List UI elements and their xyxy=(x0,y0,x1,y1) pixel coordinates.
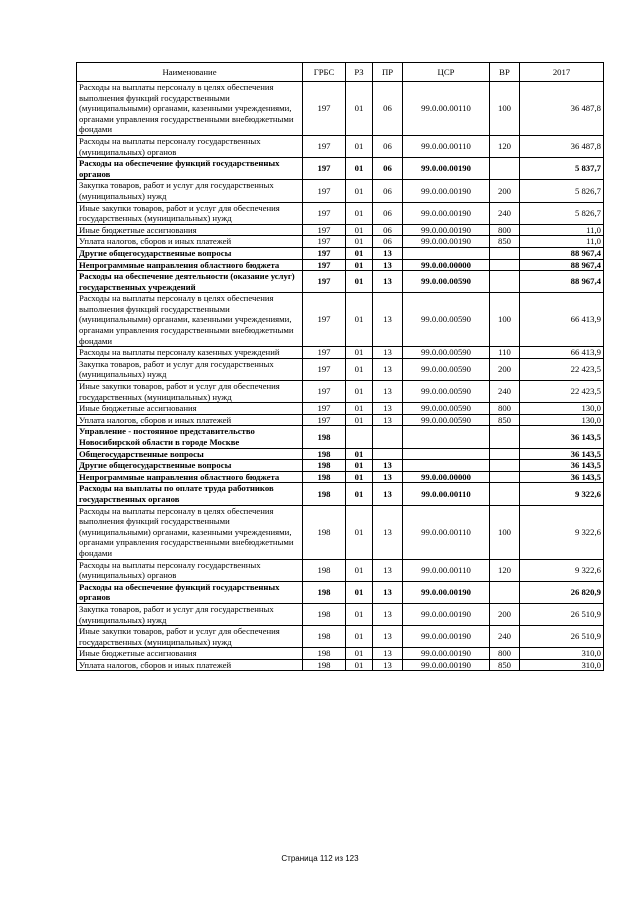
cell-pr: 06 xyxy=(373,135,403,157)
cell-pr: 13 xyxy=(373,247,403,259)
cell-amount: 36 487,8 xyxy=(520,135,604,157)
cell-grbs: 198 xyxy=(303,581,346,603)
cell-grbs: 197 xyxy=(303,403,346,415)
cell-grbs: 197 xyxy=(303,224,346,236)
cell-vr xyxy=(490,158,520,180)
cell-name: Закупка товаров, работ и услуг для государственных (муниципальных) нужд xyxy=(77,358,303,380)
cell-csr: 99.0.00.00190 xyxy=(403,581,490,603)
cell-csr: 99.0.00.00590 xyxy=(403,293,490,347)
cell-vr: 800 xyxy=(490,403,520,415)
cell-pr: 13 xyxy=(373,358,403,380)
cell-amount: 26 510,9 xyxy=(520,603,604,625)
cell-rz: 01 xyxy=(346,236,373,248)
cell-csr xyxy=(403,247,490,259)
cell-csr xyxy=(403,448,490,460)
cell-rz: 01 xyxy=(346,293,373,347)
table-row xyxy=(77,358,604,380)
cell-amount: 66 413,9 xyxy=(520,347,604,359)
cell-csr: 99.0.00.00190 xyxy=(403,224,490,236)
cell-rz: 01 xyxy=(346,603,373,625)
cell-pr: 13 xyxy=(373,505,403,559)
cell-csr xyxy=(403,426,490,448)
table-row xyxy=(77,414,604,426)
cell-amount: 310,0 xyxy=(520,659,604,671)
cell-rz: 01 xyxy=(346,358,373,380)
cell-amount: 88 967,4 xyxy=(520,247,604,259)
cell-grbs: 197 xyxy=(303,247,346,259)
cell-pr: 06 xyxy=(373,180,403,202)
cell-rz: 01 xyxy=(346,581,373,603)
table-row xyxy=(77,460,604,472)
cell-csr: 99.0.00.00190 xyxy=(403,236,490,248)
table-row xyxy=(77,82,604,136)
cell-rz: 01 xyxy=(346,648,373,660)
cell-vr: 800 xyxy=(490,648,520,660)
cell-vr: 200 xyxy=(490,358,520,380)
cell-pr: 13 xyxy=(373,626,403,648)
cell-name: Иные закупки товаров, работ и услуг для обеспечения государственных (муниципальных) нужд xyxy=(77,202,303,224)
cell-rz: 01 xyxy=(346,471,373,483)
cell-grbs: 198 xyxy=(303,648,346,660)
cell-pr: 13 xyxy=(373,381,403,403)
cell-amount: 11,0 xyxy=(520,224,604,236)
cell-vr xyxy=(490,483,520,505)
cell-rz: 01 xyxy=(346,559,373,581)
cell-vr: 850 xyxy=(490,236,520,248)
cell-amount: 26 820,9 xyxy=(520,581,604,603)
cell-csr: 99.0.00.00110 xyxy=(403,483,490,505)
cell-vr: 120 xyxy=(490,135,520,157)
cell-vr xyxy=(490,259,520,271)
cell-amount: 9 322,6 xyxy=(520,559,604,581)
cell-name: Закупка товаров, работ и услуг для государственных (муниципальных) нужд xyxy=(77,180,303,202)
cell-pr: 13 xyxy=(373,648,403,660)
cell-csr: 99.0.00.00190 xyxy=(403,659,490,671)
cell-vr: 850 xyxy=(490,659,520,671)
cell-vr: 200 xyxy=(490,603,520,625)
cell-rz: 01 xyxy=(346,460,373,472)
cell-rz: 01 xyxy=(346,626,373,648)
table-row xyxy=(77,626,604,648)
cell-grbs: 197 xyxy=(303,180,346,202)
cell-name: Общегосударственные вопросы xyxy=(77,448,303,460)
cell-grbs: 198 xyxy=(303,483,346,505)
cell-csr: 99.0.00.00110 xyxy=(403,505,490,559)
cell-name: Расходы на выплаты персоналу казенных учреждений xyxy=(77,347,303,359)
cell-vr: 100 xyxy=(490,82,520,136)
cell-csr: 99.0.00.00590 xyxy=(403,381,490,403)
cell-amount: 310,0 xyxy=(520,648,604,660)
header-csr: ЦСР xyxy=(403,63,490,82)
cell-amount: 9 322,6 xyxy=(520,483,604,505)
cell-csr: 99.0.00.00190 xyxy=(403,158,490,180)
cell-amount: 5 837,7 xyxy=(520,158,604,180)
cell-amount: 130,0 xyxy=(520,403,604,415)
cell-rz: 01 xyxy=(346,403,373,415)
cell-grbs: 197 xyxy=(303,271,346,293)
cell-rz: 01 xyxy=(346,259,373,271)
cell-csr: 99.0.00.00110 xyxy=(403,559,490,581)
table-row xyxy=(77,471,604,483)
cell-csr: 99.0.00.00190 xyxy=(403,603,490,625)
table-row xyxy=(77,603,604,625)
cell-name: Расходы на выплаты персоналу в целях обеспечения выполнения функций государственными (муниципальными) органами, казенными учреждениями, органами управления государственными внебюджетными фондами xyxy=(77,293,303,347)
header-pr: ПР xyxy=(373,63,403,82)
cell-rz: 01 xyxy=(346,505,373,559)
table-row xyxy=(77,135,604,157)
cell-rz: 01 xyxy=(346,381,373,403)
cell-name: Другие общегосударственные вопросы xyxy=(77,460,303,472)
cell-rz: 01 xyxy=(346,135,373,157)
cell-grbs: 198 xyxy=(303,603,346,625)
header-rz: РЗ xyxy=(346,63,373,82)
cell-pr: 13 xyxy=(373,460,403,472)
cell-grbs: 197 xyxy=(303,293,346,347)
table-row xyxy=(77,247,604,259)
table-row xyxy=(77,381,604,403)
cell-grbs: 197 xyxy=(303,158,346,180)
cell-vr: 240 xyxy=(490,202,520,224)
cell-pr: 13 xyxy=(373,581,403,603)
cell-csr: 99.0.00.00590 xyxy=(403,414,490,426)
cell-rz: 01 xyxy=(346,347,373,359)
cell-amount: 22 423,5 xyxy=(520,381,604,403)
cell-rz xyxy=(346,426,373,448)
cell-rz: 01 xyxy=(346,247,373,259)
cell-pr: 13 xyxy=(373,471,403,483)
cell-pr xyxy=(373,426,403,448)
cell-rz: 01 xyxy=(346,82,373,136)
cell-name: Уплата налогов, сборов и иных платежей xyxy=(77,659,303,671)
cell-amount: 36 143,5 xyxy=(520,426,604,448)
cell-rz: 01 xyxy=(346,158,373,180)
cell-grbs: 198 xyxy=(303,626,346,648)
cell-csr: 99.0.00.00190 xyxy=(403,648,490,660)
cell-name: Иные закупки товаров, работ и услуг для обеспечения государственных (муниципальных) нужд xyxy=(77,626,303,648)
cell-vr xyxy=(490,448,520,460)
cell-name: Другие общегосударственные вопросы xyxy=(77,247,303,259)
cell-name: Закупка товаров, работ и услуг для государственных (муниципальных) нужд xyxy=(77,603,303,625)
cell-name: Непрограммные направления областного бюджета xyxy=(77,471,303,483)
header-year: 2017 xyxy=(520,63,604,82)
cell-csr: 99.0.00.00590 xyxy=(403,271,490,293)
table-row xyxy=(77,403,604,415)
cell-csr: 99.0.00.00590 xyxy=(403,347,490,359)
cell-amount: 36 143,5 xyxy=(520,448,604,460)
cell-name: Расходы на выплаты персоналу в целях обеспечения выполнения функций государственными (муниципальными) органами, казенными учреждениями, органами управления государственными внебюджетными фондами xyxy=(77,505,303,559)
page-number: Страница 112 из 123 xyxy=(281,854,359,863)
cell-amount: 36 487,8 xyxy=(520,82,604,136)
cell-vr: 850 xyxy=(490,414,520,426)
cell-pr: 13 xyxy=(373,403,403,415)
cell-grbs: 197 xyxy=(303,347,346,359)
table-row xyxy=(77,505,604,559)
cell-name: Иные закупки товаров, работ и услуг для обеспечения государственных (муниципальных) нужд xyxy=(77,381,303,403)
cell-amount: 66 413,9 xyxy=(520,293,604,347)
cell-pr: 13 xyxy=(373,414,403,426)
cell-vr: 120 xyxy=(490,559,520,581)
cell-pr: 06 xyxy=(373,158,403,180)
table-row xyxy=(77,180,604,202)
cell-rz: 01 xyxy=(346,414,373,426)
cell-name: Иные бюджетные ассигнования xyxy=(77,224,303,236)
cell-csr: 99.0.00.00590 xyxy=(403,358,490,380)
cell-rz: 01 xyxy=(346,202,373,224)
cell-grbs: 197 xyxy=(303,259,346,271)
cell-rz: 01 xyxy=(346,483,373,505)
cell-vr xyxy=(490,471,520,483)
cell-name: Уплата налогов, сборов и иных платежей xyxy=(77,414,303,426)
header-vr: ВР xyxy=(490,63,520,82)
cell-name: Расходы на обеспечение функций государственных органов xyxy=(77,158,303,180)
cell-name: Расходы на выплаты персоналу государственных (муниципальных) органов xyxy=(77,135,303,157)
cell-rz: 01 xyxy=(346,224,373,236)
cell-pr: 06 xyxy=(373,82,403,136)
table-row xyxy=(77,271,604,293)
cell-csr: 99.0.00.00190 xyxy=(403,626,490,648)
cell-vr: 240 xyxy=(490,381,520,403)
cell-amount: 26 510,9 xyxy=(520,626,604,648)
cell-grbs: 198 xyxy=(303,559,346,581)
cell-grbs: 198 xyxy=(303,471,346,483)
cell-name: Иные бюджетные ассигнования xyxy=(77,403,303,415)
header-grbs: ГРБС xyxy=(303,63,346,82)
cell-grbs: 197 xyxy=(303,358,346,380)
table-row xyxy=(77,659,604,671)
cell-pr: 13 xyxy=(373,347,403,359)
table-row xyxy=(77,581,604,603)
cell-pr xyxy=(373,448,403,460)
cell-name: Расходы на обеспечение деятельности (оказание услуг) государственных учреждений xyxy=(77,271,303,293)
cell-pr: 06 xyxy=(373,202,403,224)
cell-amount: 9 322,6 xyxy=(520,505,604,559)
cell-vr: 100 xyxy=(490,505,520,559)
cell-amount: 36 143,5 xyxy=(520,471,604,483)
cell-csr: 99.0.00.00110 xyxy=(403,82,490,136)
header-name: Наименование xyxy=(77,63,303,82)
cell-name: Уплата налогов, сборов и иных платежей xyxy=(77,236,303,248)
cell-csr: 99.0.00.00000 xyxy=(403,471,490,483)
cell-amount: 11,0 xyxy=(520,236,604,248)
table-row xyxy=(77,483,604,505)
cell-grbs: 197 xyxy=(303,202,346,224)
cell-vr: 110 xyxy=(490,347,520,359)
cell-grbs: 198 xyxy=(303,426,346,448)
cell-name: Управление - постоянное представительство Новосибирской области в городе Москве xyxy=(77,426,303,448)
budget-table xyxy=(76,62,604,671)
cell-grbs: 198 xyxy=(303,460,346,472)
cell-grbs: 198 xyxy=(303,659,346,671)
table-header xyxy=(77,63,604,82)
table-row xyxy=(77,202,604,224)
cell-pr: 06 xyxy=(373,236,403,248)
cell-pr: 13 xyxy=(373,659,403,671)
cell-pr: 13 xyxy=(373,259,403,271)
cell-rz: 01 xyxy=(346,448,373,460)
cell-amount: 88 967,4 xyxy=(520,271,604,293)
cell-vr xyxy=(490,247,520,259)
cell-name: Непрограммные направления областного бюджета xyxy=(77,259,303,271)
cell-pr: 06 xyxy=(373,224,403,236)
cell-grbs: 197 xyxy=(303,135,346,157)
cell-pr: 13 xyxy=(373,271,403,293)
cell-amount: 88 967,4 xyxy=(520,259,604,271)
cell-amount: 130,0 xyxy=(520,414,604,426)
cell-rz: 01 xyxy=(346,659,373,671)
table-row xyxy=(77,648,604,660)
cell-vr: 200 xyxy=(490,180,520,202)
cell-pr: 13 xyxy=(373,293,403,347)
table-row xyxy=(77,448,604,460)
table-row xyxy=(77,559,604,581)
cell-grbs: 197 xyxy=(303,82,346,136)
cell-vr xyxy=(490,271,520,293)
cell-name: Иные бюджетные ассигнования xyxy=(77,648,303,660)
table-row xyxy=(77,224,604,236)
cell-name: Расходы на обеспечение функций государственных органов xyxy=(77,581,303,603)
cell-vr: 240 xyxy=(490,626,520,648)
cell-csr xyxy=(403,460,490,472)
table-row xyxy=(77,347,604,359)
table-body xyxy=(77,82,604,671)
cell-name: Расходы на выплаты по оплате труда работников государственных органов xyxy=(77,483,303,505)
cell-vr: 100 xyxy=(490,293,520,347)
cell-amount: 5 826,7 xyxy=(520,180,604,202)
header-row xyxy=(77,63,604,82)
cell-grbs: 197 xyxy=(303,236,346,248)
cell-csr: 99.0.00.00590 xyxy=(403,403,490,415)
table-row xyxy=(77,259,604,271)
cell-vr xyxy=(490,581,520,603)
cell-rz: 01 xyxy=(346,180,373,202)
table-row xyxy=(77,293,604,347)
cell-grbs: 198 xyxy=(303,505,346,559)
cell-name: Расходы на выплаты персоналу в целях обеспечения выполнения функций государственными (муниципальными) органами, казенными учреждениями, органами управления государственными внебюджетными фондами xyxy=(77,82,303,136)
cell-grbs: 198 xyxy=(303,448,346,460)
cell-grbs: 197 xyxy=(303,414,346,426)
cell-csr: 99.0.00.00190 xyxy=(403,202,490,224)
table-row xyxy=(77,426,604,448)
cell-grbs: 197 xyxy=(303,381,346,403)
cell-csr: 99.0.00.00000 xyxy=(403,259,490,271)
cell-csr: 99.0.00.00190 xyxy=(403,180,490,202)
cell-vr: 800 xyxy=(490,224,520,236)
cell-amount: 36 143,5 xyxy=(520,460,604,472)
cell-amount: 22 423,5 xyxy=(520,358,604,380)
cell-pr: 13 xyxy=(373,559,403,581)
cell-rz: 01 xyxy=(346,271,373,293)
table-row xyxy=(77,158,604,180)
cell-vr xyxy=(490,426,520,448)
cell-amount: 5 826,7 xyxy=(520,202,604,224)
cell-vr xyxy=(490,460,520,472)
cell-pr: 13 xyxy=(373,483,403,505)
cell-pr: 13 xyxy=(373,603,403,625)
cell-name: Расходы на выплаты персоналу государственных (муниципальных) органов xyxy=(77,559,303,581)
cell-csr: 99.0.00.00110 xyxy=(403,135,490,157)
table-row xyxy=(77,236,604,248)
